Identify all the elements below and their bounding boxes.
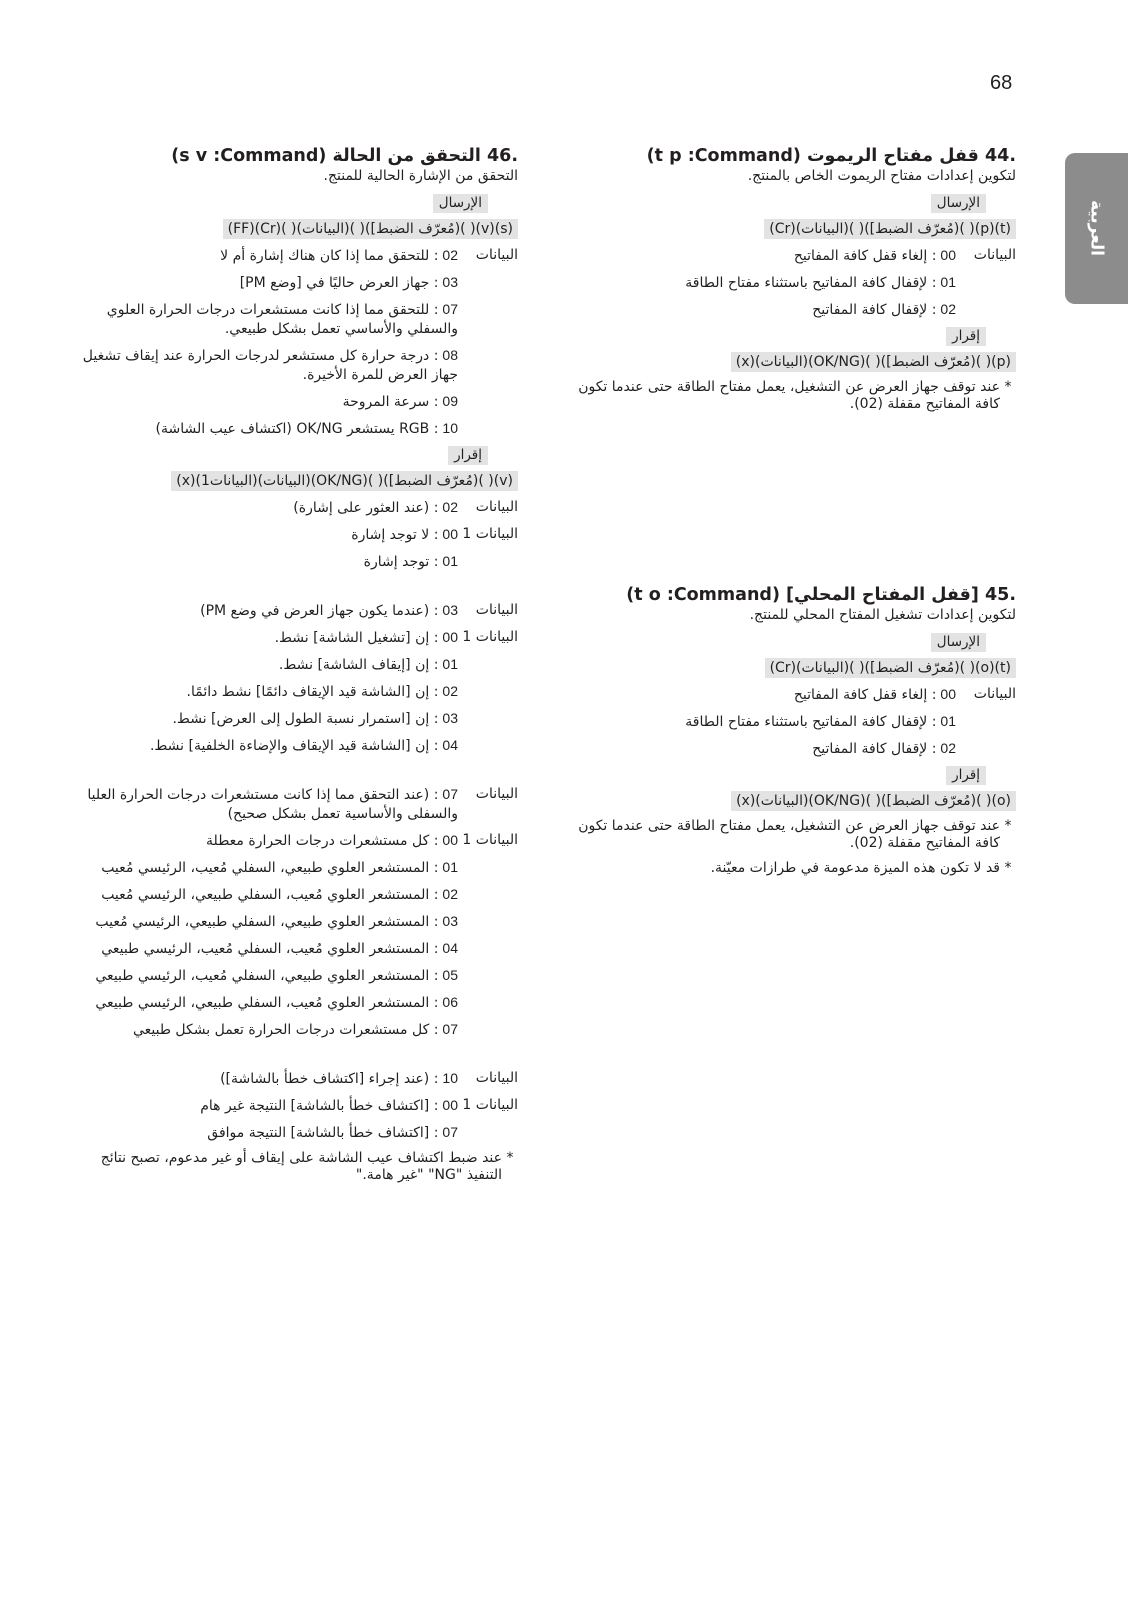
data-row-key: البيانات 1 xyxy=(462,832,518,848)
data-row-key: البيانات xyxy=(475,602,518,618)
data-row-text: إلغاء قفل كافة المفاتيح xyxy=(793,248,928,264)
ack-label: إقرار xyxy=(946,327,986,346)
data-row-value: 00: كل مستشعرات درجات الحرارة معطلة xyxy=(206,832,458,849)
data-row xyxy=(53,682,518,702)
language-tab xyxy=(1065,153,1128,304)
data-row xyxy=(53,552,518,572)
footnote-text: عند توقف جهاز العرض عن التشغيل، يعمل مفتاح الطاقة حتى عندما تكون كافة المفاتيح مقفلة (02). xyxy=(578,818,1000,851)
data-row xyxy=(53,858,518,878)
section-46-desc: التحقق من الإشارة الحالية للمنتج. xyxy=(323,168,518,184)
ack-label: إقرار xyxy=(448,446,488,465)
data-row-text: سرعة المروحة xyxy=(342,394,430,410)
data-row-text: المستشعر العلوي مُعيب، السفلي طبيعي، الرئيسي مُعيب xyxy=(101,887,430,903)
data-row-code: 01 xyxy=(442,553,458,569)
data-row-key: البيانات xyxy=(973,686,1016,702)
data-row-text: جهاز العرض حاليًا في [وضع PM] xyxy=(239,275,430,291)
data-rows xyxy=(546,685,1016,759)
data-row-code: 03 xyxy=(442,913,458,929)
data-rows xyxy=(546,246,1016,320)
send-syntax: (t)(o)( )(مُعرّف الضبط])( )(البيانات)(Cr) xyxy=(765,658,1016,678)
data-row xyxy=(53,1069,518,1089)
data-row-text: لا توجد إشارة xyxy=(351,527,430,543)
data-row xyxy=(53,1123,518,1143)
data-row-value: 02: للتحقق مما إذا كان هناك إشارة أم لا xyxy=(220,247,458,264)
data-row xyxy=(546,300,1016,320)
data-row xyxy=(53,912,518,932)
data-row-text: إلغاء قفل كافة المفاتيح xyxy=(793,687,928,703)
section-45-title: .45 [قفل المفتاح المحلي] (t o :Command) xyxy=(626,585,1016,605)
data-row-value: 00: إن [تشغيل الشاشة] نشط. xyxy=(274,629,458,646)
ack-syntax: (v)( )(مُعرّف الضبط])( )(OK/NG)(البيانات)(البيانات1)(x) xyxy=(171,471,518,491)
ack-syntax: (o)( )(مُعرّف الضبط])( )(OK/NG)(البيانات)(x) xyxy=(731,791,1016,811)
data-row xyxy=(546,685,1016,705)
data-row-key xyxy=(458,346,518,385)
data-row-code: 06 xyxy=(442,994,458,1010)
data-row-text: المستشعر العلوي طبيعي، السفلي طبيعي، الرئيسي مُعيب xyxy=(95,914,430,930)
data-row xyxy=(53,939,518,959)
section-44 xyxy=(546,145,1016,421)
data-row-text: لإقفال كافة المفاتيح باستثناء مفتاح الطاقة xyxy=(685,275,928,291)
footnote xyxy=(546,860,1016,877)
data-row-code: 02 xyxy=(940,301,956,317)
data-row-text: لإقفال كافة المفاتيح xyxy=(812,741,928,757)
data-row-code: 10 xyxy=(442,420,458,436)
data-row-code: 00 xyxy=(442,1097,458,1113)
data-row xyxy=(53,1096,518,1116)
data-row xyxy=(53,885,518,905)
data-row-code: 07 xyxy=(442,786,458,802)
data-row-value: 01: المستشعر العلوي طبيعي، السفلي مُعيب، الرئيسي مُعيب xyxy=(101,859,458,876)
data-row xyxy=(53,1020,518,1040)
data-row-text: (عند العثور على إشارة) xyxy=(293,500,430,516)
data-row-text: للتحقق مما إذا كان هناك إشارة أم لا xyxy=(220,248,430,264)
data-row-text: المستشعر العلوي طبيعي، السفلي مُعيب، الرئيسي طبيعي xyxy=(95,968,430,984)
data-row-text: إن [استمرار نسبة الطول إلى العرض] نشط. xyxy=(172,711,430,727)
data-row xyxy=(53,831,518,851)
data-row-value: 07: للتحقق مما إذا كانت مستشعرات درجات الحرارة العلوي والسفلي والأساسي تعمل بشكل طبيعي. xyxy=(106,301,458,337)
data-row-code: 03 xyxy=(442,710,458,726)
data-row-key xyxy=(956,739,1016,759)
data-row-key xyxy=(458,1020,518,1040)
data-row-value: 02: لإقفال كافة المفاتيح xyxy=(812,301,956,318)
data-row-value: 05: المستشعر العلوي طبيعي، السفلي مُعيب، الرئيسي طبيعي xyxy=(95,967,458,984)
notes xyxy=(53,1150,518,1184)
data-row-code: 04 xyxy=(442,737,458,753)
data-row-key xyxy=(458,655,518,675)
data-row xyxy=(53,736,518,756)
send-label: الإرسال xyxy=(931,633,986,652)
data-row xyxy=(546,246,1016,266)
data-row xyxy=(53,655,518,675)
data-row xyxy=(53,628,518,648)
status-group-b xyxy=(53,601,518,756)
data-row-key xyxy=(458,300,518,339)
data-row-code: 00 xyxy=(442,526,458,542)
data-row-code: 01 xyxy=(442,859,458,875)
data-row-code: 01 xyxy=(940,713,956,729)
data-row-code: 02 xyxy=(442,499,458,515)
ack-syntax: (p)( )(مُعرّف الضبط])( )(OK/NG)(البيانات)(x) xyxy=(731,352,1016,372)
data-row-text: [اكتشاف خطأ بالشاشة] النتيجة غير هام xyxy=(200,1098,430,1114)
data-row-text: (عند إجراء [اكتشاف خطأ بالشاشة]) xyxy=(220,1071,430,1087)
section-44-desc: لتكوين إعدادات مفتاح الريموت الخاص بالمنتج. xyxy=(747,168,1016,184)
data-row-key xyxy=(458,419,518,439)
data-row-value: 02: إن [الشاشة قيد الإيقاف دائمًا] نشط دائمًا. xyxy=(186,683,458,700)
send-syntax: (t)(p)( )(مُعرّف الضبط])( )(البيانات)(Cr) xyxy=(764,219,1016,239)
data-row xyxy=(53,246,518,266)
data-row-code: 00 xyxy=(940,686,956,702)
data-row-key xyxy=(458,552,518,572)
data-row-value: 07: كل مستشعرات درجات الحرارة تعمل بشكل طبيعي xyxy=(132,1021,458,1038)
data-row-text: إن [تشغيل الشاشة] نشط. xyxy=(274,630,430,646)
footnote-text: عند توقف جهاز العرض عن التشغيل، يعمل مفتاح الطاقة حتى عندما تكون كافة المفاتيح مقفلة (02). xyxy=(578,379,1000,412)
data-row xyxy=(546,273,1016,293)
asterisk-icon: * xyxy=(506,1150,514,1166)
data-row xyxy=(53,709,518,729)
ack-label: إقرار xyxy=(946,766,986,785)
status-group-c xyxy=(53,785,518,1040)
send-label: الإرسال xyxy=(931,194,986,213)
footnote xyxy=(546,379,1016,413)
footnote xyxy=(546,818,1016,852)
data-row-value: 00: [اكتشاف خطأ بالشاشة] النتيجة غير هام xyxy=(200,1097,458,1114)
data-row-code: 03 xyxy=(442,602,458,618)
asterisk-icon: * xyxy=(1004,379,1012,395)
data-row-value: 00: لا توجد إشارة xyxy=(351,526,458,543)
footnote-text: عند ضبط اكتشاف عيب الشاشة على إيقاف أو غير مدعوم، تصبح نتائج التنفيذ "NG" "غير هامة." xyxy=(100,1150,502,1183)
section-46 xyxy=(53,145,518,1192)
data-row-text: [اكتشاف خطأ بالشاشة] النتيجة موافق xyxy=(207,1125,430,1141)
data-row-text: لإقفال كافة المفاتيح باستثناء مفتاح الطاقة xyxy=(685,714,928,730)
data-row-code: 02 xyxy=(940,740,956,756)
data-row-text: توجد إشارة xyxy=(363,554,430,570)
data-row-text: (عندما يكون جهاز العرض في وضع PM) xyxy=(200,603,430,619)
data-row-code: 03 xyxy=(442,274,458,290)
data-row-value: 07: (عند التحقق مما إذا كانت مستشعرات درجات الحرارة العليا والسفلى والأساسية تعمل بشكل صحيح) xyxy=(87,786,458,822)
data-row-value: 07: [اكتشاف خطأ بالشاشة] النتيجة موافق xyxy=(207,1124,458,1141)
data-row-value: 03: جهاز العرض حاليًا في [وضع PM] xyxy=(239,274,458,291)
data-row-code: 01 xyxy=(442,656,458,672)
data-row-value: 03: المستشعر العلوي طبيعي، السفلي طبيعي، الرئيسي مُعيب xyxy=(95,913,458,930)
data-row-code: 00 xyxy=(940,247,956,263)
data-row-key xyxy=(458,885,518,905)
data-row-text: المستشعر العلوي طبيعي، السفلي مُعيب، الرئيسي مُعيب xyxy=(101,860,430,876)
data-row xyxy=(53,273,518,293)
data-row-key xyxy=(458,273,518,293)
data-row-text: إن [الشاشة قيد الإيقاف دائمًا] نشط دائمًا. xyxy=(186,684,430,700)
data-row-code: 08 xyxy=(442,347,458,363)
data-row-value: 04: المستشعر العلوي مُعيب، السفلي مُعيب، الرئيسي طبيعي xyxy=(101,940,458,957)
data-row-code: 00 xyxy=(442,629,458,645)
data-row-value: 00: إلغاء قفل كافة المفاتيح xyxy=(793,247,956,264)
data-row-text: إن [الشاشة قيد الإيقاف والإضاءة الخلفية] نشط. xyxy=(149,738,430,754)
data-row xyxy=(53,601,518,621)
section-46-title: .46 التحقق من الحالة (s v :Command) xyxy=(171,146,518,166)
data-row-key: البيانات xyxy=(475,247,518,263)
data-row-text: لإقفال كافة المفاتيح xyxy=(812,302,928,318)
data-row-key: البيانات 1 xyxy=(462,629,518,645)
data-row-key xyxy=(956,273,1016,293)
asterisk-icon: * xyxy=(1004,860,1012,876)
data-row-key: البيانات xyxy=(475,786,518,802)
data-row xyxy=(53,525,518,545)
notes xyxy=(546,379,1016,413)
data-row-key xyxy=(458,1123,518,1143)
data-row-key xyxy=(458,736,518,756)
data-row-key: البيانات 1 xyxy=(462,1097,518,1113)
data-row-key: البيانات 1 xyxy=(462,526,518,542)
data-row-text: درجة حرارة كل مستشعر لدرجات الحرارة عند إيقاف تشغيل جهاز العرض للمرة الأخيرة. xyxy=(82,348,458,383)
data-row-value: 02: المستشعر العلوي مُعيب، السفلي طبيعي، الرئيسي مُعيب xyxy=(101,886,458,903)
data-row-key xyxy=(956,712,1016,732)
data-row-code: 05 xyxy=(442,967,458,983)
data-row-key: البيانات xyxy=(475,1070,518,1086)
data-row-key xyxy=(458,993,518,1013)
data-row-text: كل مستشعرات درجات الحرارة معطلة xyxy=(206,833,430,849)
data-row xyxy=(546,712,1016,732)
section-44-title: .44 قفل مفتاح الريموت (t p :Command) xyxy=(646,146,1016,166)
data-row-text: للتحقق مما إذا كانت مستشعرات درجات الحرارة العلوي والسفلي والأساسي تعمل بشكل طبيعي. xyxy=(106,302,458,337)
data-row-code: 02 xyxy=(442,683,458,699)
language-tab-label: العربية xyxy=(1086,200,1107,257)
notes xyxy=(546,818,1016,877)
data-row-key: البيانات xyxy=(475,499,518,515)
data-row-text: RGB يستشعر OK/NG (اكتشاف عيب الشاشة) xyxy=(155,421,430,437)
data-row-code: 02 xyxy=(442,247,458,263)
data-row-key xyxy=(458,912,518,932)
data-row xyxy=(53,785,518,824)
data-row xyxy=(53,966,518,986)
data-row-code: 00 xyxy=(442,832,458,848)
data-row xyxy=(53,993,518,1013)
status-group-a xyxy=(53,498,518,572)
asterisk-icon: * xyxy=(1004,818,1012,834)
data-row-key xyxy=(458,709,518,729)
data-row-text: المستشعر العلوي مُعيب، السفلي مُعيب، الرئيسي طبيعي xyxy=(101,941,430,957)
data-row xyxy=(53,419,518,439)
data-row-value: 06: المستشعر العلوي مُعيب، السفلي طبيعي، الرئيسي طبيعي xyxy=(95,994,458,1011)
data-row-value: 01: توجد إشارة xyxy=(363,553,458,570)
data-row-value: 08: درجة حرارة كل مستشعر لدرجات الحرارة عند إيقاف تشغيل جهاز العرض للمرة الأخيرة. xyxy=(82,347,458,383)
data-row-value: 03: (عندما يكون جهاز العرض في وضع PM) xyxy=(200,602,458,619)
data-row xyxy=(53,346,518,385)
data-row-text: المستشعر العلوي مُعيب، السفلي طبيعي، الرئيسي طبيعي xyxy=(95,995,430,1011)
data-row-value: 02: (عند العثور على إشارة) xyxy=(293,499,458,516)
data-row-value: 01: إن [إيقاف الشاشة] نشط. xyxy=(278,656,458,673)
data-row-value: 02: لإقفال كافة المفاتيح xyxy=(812,740,956,757)
data-row-value: 09: سرعة المروحة xyxy=(342,393,458,410)
data-row-value: 04: إن [الشاشة قيد الإيقاف والإضاءة الخلفية] نشط. xyxy=(149,737,458,754)
data-row-key xyxy=(458,392,518,412)
data-row-value: 10: (عند إجراء [اكتشاف خطأ بالشاشة]) xyxy=(220,1070,458,1087)
data-row-key xyxy=(458,858,518,878)
data-row xyxy=(53,300,518,339)
data-row-text: (عند التحقق مما إذا كانت مستشعرات درجات الحرارة العليا والسفلى والأساسية تعمل بشكل صحيح) xyxy=(87,787,458,822)
data-row-code: 09 xyxy=(442,393,458,409)
data-row-code: 02 xyxy=(442,886,458,902)
status-group-d xyxy=(53,1069,518,1143)
data-row-value: 01: لإقفال كافة المفاتيح باستثناء مفتاح الطاقة xyxy=(685,274,956,291)
send-label: الإرسال xyxy=(433,194,488,213)
data-row-key xyxy=(458,939,518,959)
data-row-text: إن [إيقاف الشاشة] نشط. xyxy=(278,657,430,673)
data-row xyxy=(546,739,1016,759)
data-row-value: 03: إن [استمرار نسبة الطول إلى العرض] نشط. xyxy=(172,710,458,727)
data-row-key: البيانات xyxy=(973,247,1016,263)
data-row-key xyxy=(458,682,518,702)
page-number: 68 xyxy=(990,72,1013,94)
footnote xyxy=(53,1150,518,1184)
section-45-desc: لتكوين إعدادات تشغيل المفتاح المحلي للمنتج. xyxy=(749,607,1016,623)
data-rows xyxy=(53,246,518,439)
data-row-code: 07 xyxy=(442,301,458,317)
data-row-key xyxy=(956,300,1016,320)
data-row-code: 10 xyxy=(442,1070,458,1086)
send-syntax: (s)(v)( )(مُعرّف الضبط])( )(البيانات)( )(Cr)(FF) xyxy=(223,219,518,239)
data-row xyxy=(53,498,518,518)
data-row-code: 04 xyxy=(442,940,458,956)
data-row-code: 07 xyxy=(442,1124,458,1140)
section-45 xyxy=(546,584,1016,885)
data-row-value: 00: إلغاء قفل كافة المفاتيح xyxy=(793,686,956,703)
data-row-text: كل مستشعرات درجات الحرارة تعمل بشكل طبيعي xyxy=(132,1022,430,1038)
data-row-code: 07 xyxy=(442,1021,458,1037)
data-row-value: 01: لإقفال كافة المفاتيح باستثناء مفتاح الطاقة xyxy=(685,713,956,730)
footnote-text: قد لا تكون هذه الميزة مدعومة في طرازات معيّنة. xyxy=(710,860,1000,876)
data-row-value: 10: RGB يستشعر OK/NG (اكتشاف عيب الشاشة) xyxy=(155,420,458,437)
data-row-key xyxy=(458,966,518,986)
data-row xyxy=(53,392,518,412)
data-row-code: 01 xyxy=(940,274,956,290)
